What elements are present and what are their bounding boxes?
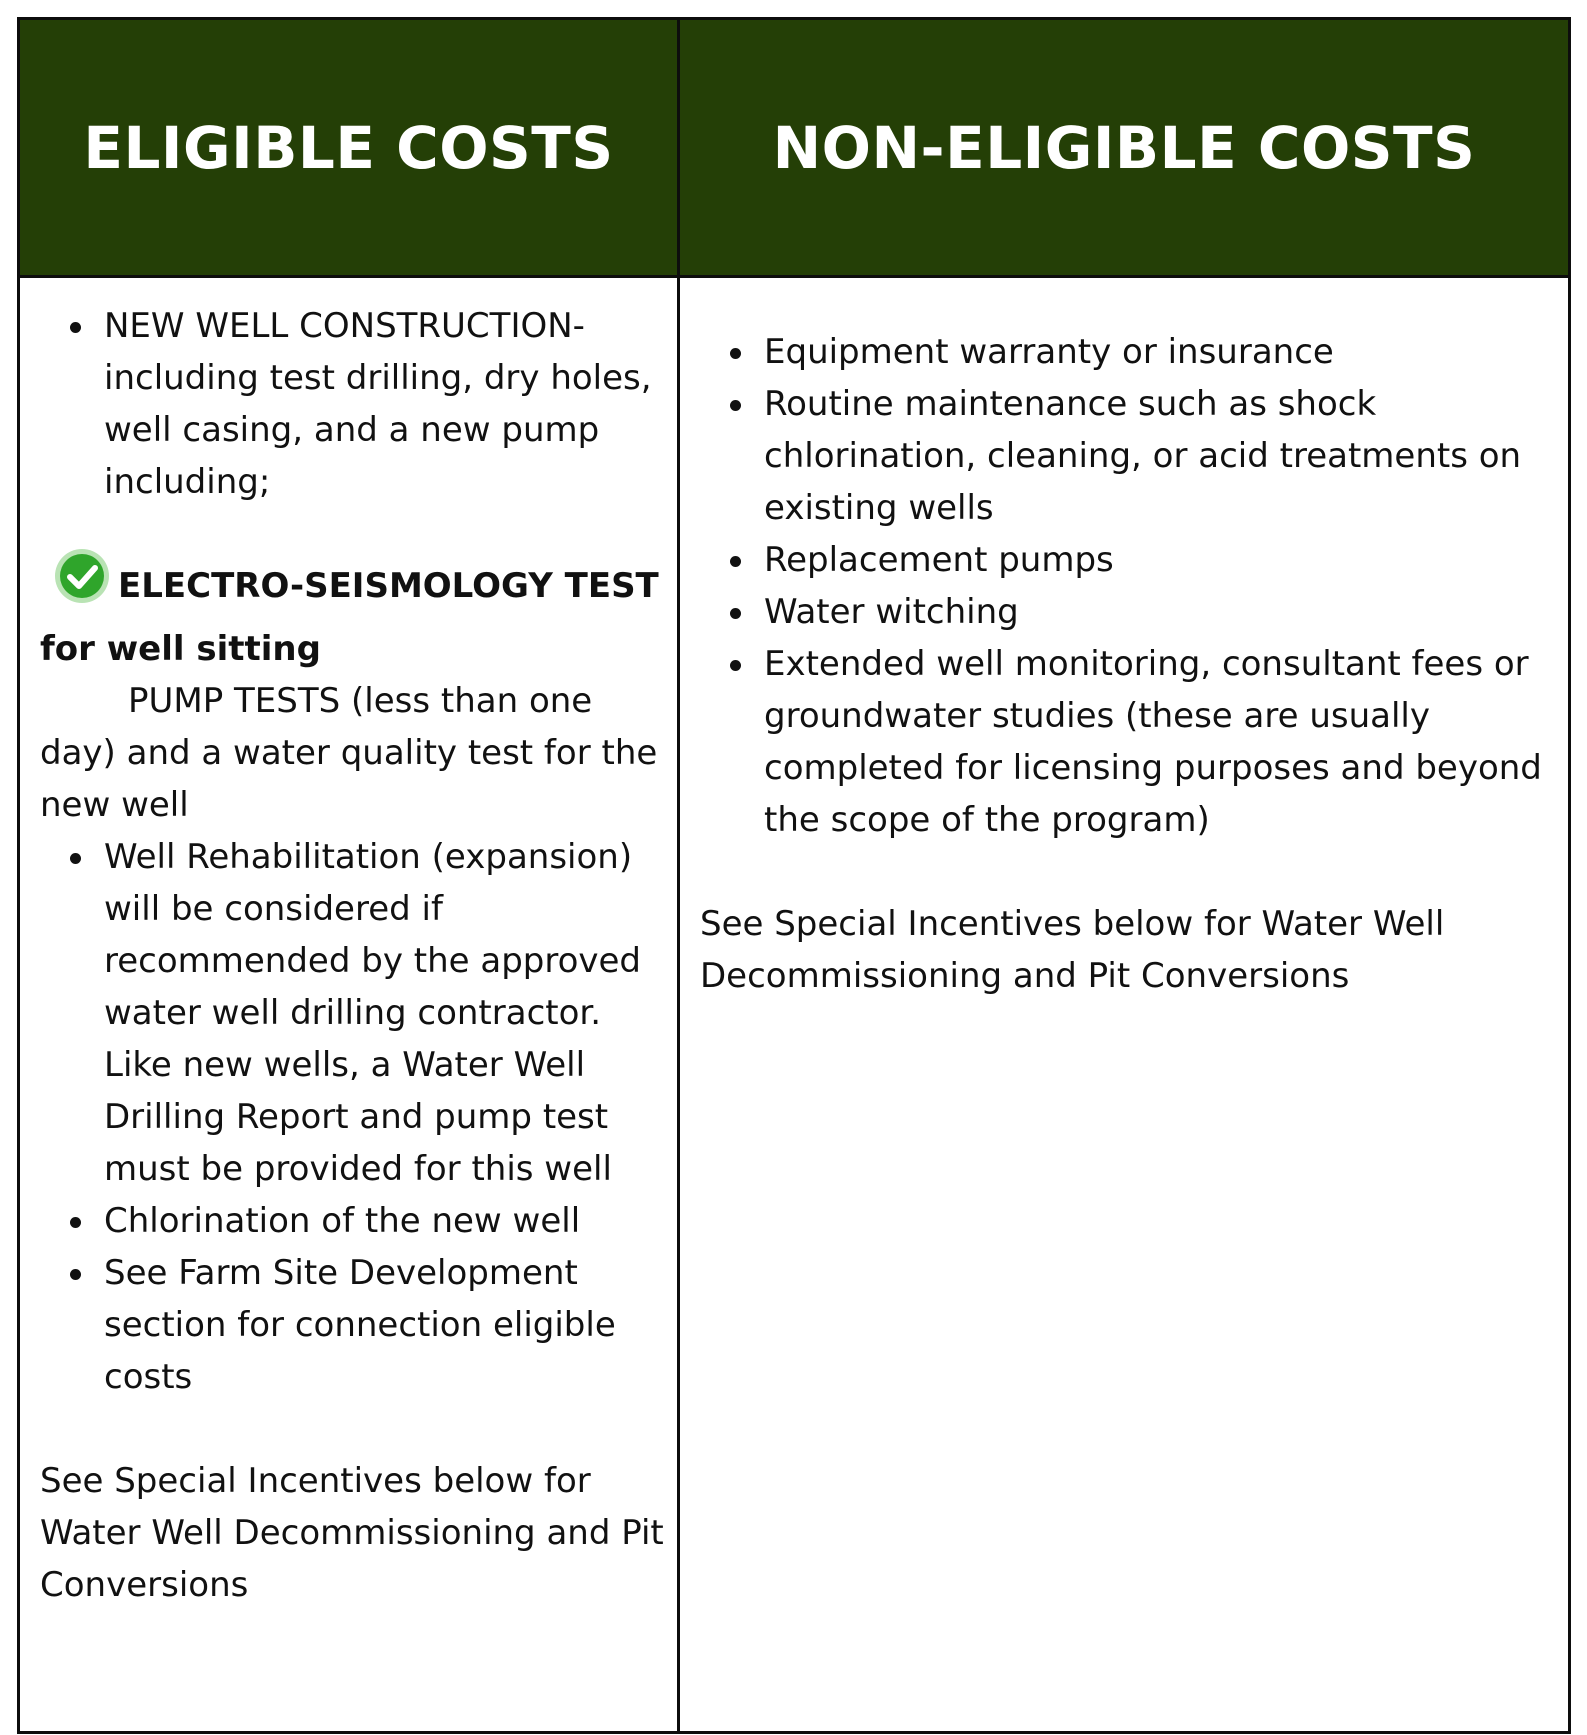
eligible-list-top [40,300,670,508]
list-item [700,638,1560,846]
bullet-icon [70,853,81,864]
list-item [700,326,1560,378]
bullet-icon [730,556,741,567]
non-eligible-footer-note: See Special Incentives below for Water Well Decommissioning and Pit Conversions [700,904,1445,996]
non-eligible-costs-heading: NON-ELIGIBLE COSTS [772,113,1476,182]
eligible-costs-heading: ELIGIBLE COSTS [83,113,614,182]
list-item-text: Extended well monitoring, consultant fees or groundwater studies (these are usually completed for licensing purposes and beyond the scope of the program) [764,644,1542,840]
list-item [40,1247,670,1403]
list-item-text: Water witching [764,592,1019,632]
check-circle-icon [54,548,110,619]
list-item-text: Chlorination of the new well [104,1201,581,1241]
list-item-text: See Farm Site Development section for connection eligible costs [104,1253,616,1397]
list-item-text: Equipment warranty or insurance [764,332,1334,372]
non-eligible-costs-cell [700,278,1560,1002]
bullet-icon [730,660,741,671]
eligible-costs-cell [40,278,670,1611]
list-item-text: NEW WELL CONSTRUCTION- including test drilling, dry holes, well casing, and a new pump including; [104,306,652,502]
bullet-icon [70,1269,81,1280]
electro-seismology-subtitle: for well sitting [40,629,321,669]
bullet-icon [730,608,741,619]
bullet-icon [70,322,81,333]
eligible-footer-note: See Special Incentives below for Water Well Decommissioning and Pit Conversions [40,1461,664,1605]
list-item [40,831,670,1195]
list-item [700,586,1560,638]
list-item [700,534,1560,586]
table-header-row [20,20,1568,278]
list-item-text: Routine maintenance such as shock chlorination, cleaning, or acid treatments on existing wells [764,384,1522,528]
list-item [40,1195,670,1247]
eligible-list-bottom [40,831,670,1403]
non-eligible-list [700,326,1560,846]
bullet-icon [70,1217,81,1228]
list-item-text: Replacement pumps [764,540,1114,580]
cost-table [17,17,1571,1734]
electro-seismology-heading [40,552,670,675]
electro-seismology-title: ELECTRO-SEISMOLOGY TEST [118,566,659,606]
pump-tests-text: PUMP TESTS (less than one day) and a water quality test for the new well [40,681,658,825]
column-divider [677,20,680,1731]
list-item-text: Well Rehabilitation (expansion) will be considered if recommended by the approved water well drilling contractor. Like new wells, a Water Well Drilling Report and pump test must be provided for this well [104,837,642,1189]
list-item [700,378,1560,534]
bullet-icon [730,400,741,411]
list-item [40,300,670,508]
bullet-icon [730,348,741,359]
